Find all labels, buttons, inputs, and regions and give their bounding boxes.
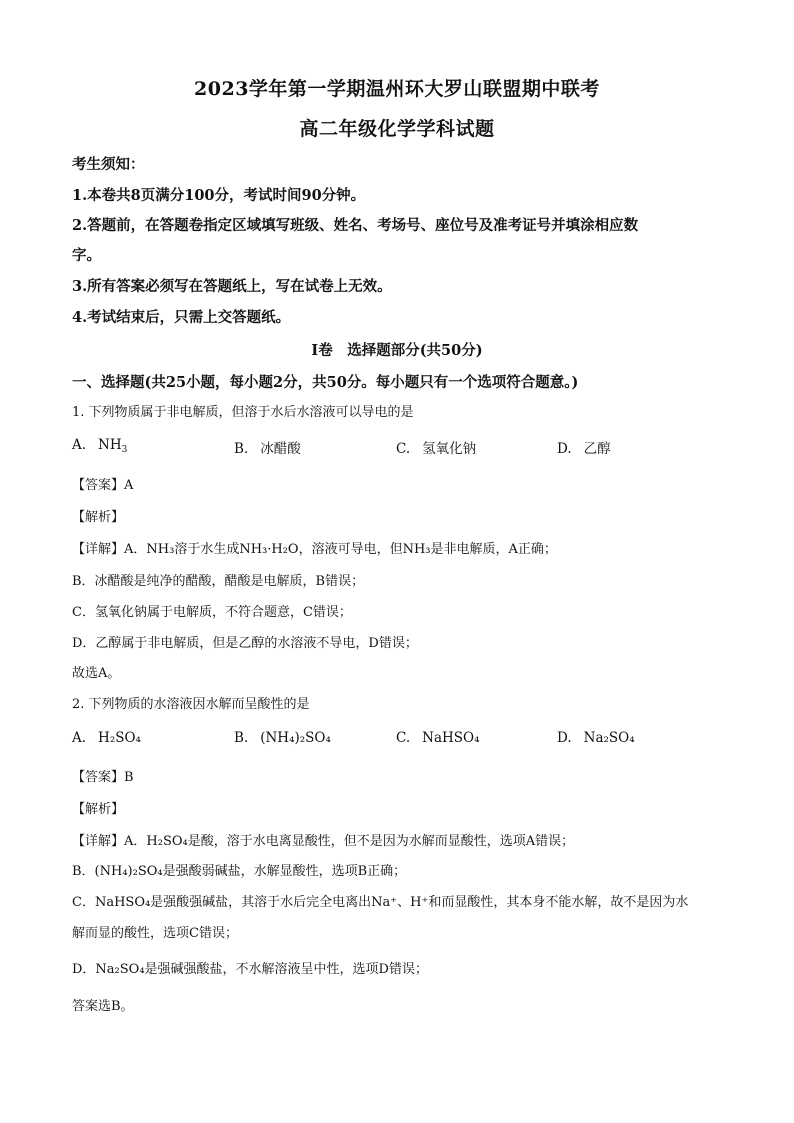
answer-value: A bbox=[124, 478, 134, 493]
option-a: A. $NH_3$ bbox=[72, 437, 128, 455]
option-text: 乙醇 bbox=[583, 441, 611, 457]
detail-line: C．NaHSO₄是强酸强碱盐，其溶于水后完全电离出Na⁺、H⁺和而显酸性，其本身不能水解，故不是因为水 bbox=[72, 895, 689, 910]
exam-title: 2023学年第一学期温州环大罗山联盟期中联考 bbox=[194, 78, 600, 100]
analysis-tag: 【解析】 bbox=[72, 802, 125, 817]
option-letter: C. bbox=[396, 730, 411, 746]
answer-tag: 【答案】 bbox=[72, 478, 125, 493]
detail-tag: 【详解】 bbox=[72, 834, 125, 849]
option-text: NaHSO₄ bbox=[422, 730, 480, 746]
option-letter: B. bbox=[234, 730, 249, 746]
answer-line bbox=[72, 474, 734, 493]
option-letter: A. bbox=[72, 730, 87, 746]
answer-line bbox=[72, 766, 734, 785]
detail-line: B．冰醋酸是纯净的醋酸，醋酸是电解质，B错误； bbox=[72, 574, 365, 589]
detail-line: D．Na₂SO₄是强碱强酸盐，不水解溶液呈中性，选项D错误； bbox=[72, 962, 428, 977]
option-letter: D. bbox=[557, 441, 572, 457]
option-text: NH bbox=[98, 437, 122, 453]
exam-subtitle: 高二年级化学学科试题 bbox=[299, 118, 495, 140]
option-text: H₂SO₄ bbox=[98, 730, 141, 746]
detail-text: A．H₂SO₄是酸，溶于水电离显酸性，但不是因为水解而显酸性，选项A错误； bbox=[124, 834, 575, 849]
volume-title: Ⅰ卷 选择题部分(共50分) bbox=[311, 342, 483, 359]
detail-line: 故选A。 bbox=[72, 666, 121, 681]
option-letter: D. bbox=[557, 730, 572, 746]
notice-item: 2.答题前，在答题卷指定区域填写班级、姓名、考场号、座位号及准考证号并填涂相应数 bbox=[72, 217, 639, 234]
detail-line: B．(NH₄)₂SO₄是强酸弱碱盐，水解显酸性，选项B正确； bbox=[72, 864, 407, 879]
option-letter: A. bbox=[72, 437, 87, 453]
option-text: (NH₄)₂SO₄ bbox=[260, 730, 331, 746]
detail-line: D．乙醇属于非电解质，但是乙醇的水溶液不导电，D错误； bbox=[72, 636, 418, 651]
detail-line: 答案选B。 bbox=[72, 999, 134, 1014]
detail-line: C．氢氧化钠属于电解质，不符合题意，C错误； bbox=[72, 605, 352, 620]
answer-value: B bbox=[124, 770, 134, 785]
option-letter: B. bbox=[234, 441, 249, 457]
notice-item: 4.考试结束后，只需上交答题纸。 bbox=[72, 309, 291, 326]
detail-tag: 【详解】 bbox=[72, 542, 125, 557]
notice-item: 字。 bbox=[72, 247, 101, 264]
detail-line bbox=[72, 830, 734, 849]
question-stem: 1. 下列物质属于非电解质，但溶于水后水溶液可以导电的是 bbox=[72, 405, 414, 420]
option-text: 冰醋酸 bbox=[260, 441, 301, 457]
option-b bbox=[234, 730, 331, 746]
question-stem: 2. 下列物质的水溶液因水解而呈酸性的是 bbox=[72, 697, 310, 712]
option-text: Na₂SO₄ bbox=[583, 730, 635, 746]
option-a bbox=[72, 730, 141, 746]
detail-line bbox=[72, 538, 734, 557]
option-c bbox=[396, 437, 476, 457]
notice-heading: 考生须知： bbox=[72, 156, 145, 173]
option-b bbox=[234, 437, 301, 457]
notice-item: 3.所有答案必须写在答题纸上，写在试卷上无效。 bbox=[72, 278, 392, 295]
option-text: 氢氧化钠 bbox=[422, 441, 477, 457]
option-letter: C. bbox=[396, 441, 411, 457]
option-d bbox=[557, 730, 635, 746]
detail-line: 解而显的酸性，选项C错误； bbox=[72, 926, 238, 941]
detail-text: A．NH₃溶于水生成NH₃·H₂O，溶液可导电，但NH₃是非电解质，A正确； bbox=[124, 542, 557, 557]
analysis-tag: 【解析】 bbox=[72, 510, 125, 525]
answer-tag: 【答案】 bbox=[72, 770, 125, 785]
notice-item: 1.本卷共8页满分100分，考试时间90分钟。 bbox=[72, 187, 366, 204]
option-c bbox=[396, 730, 480, 746]
section-title: 一、选择题(共25小题，每小题2分，共50分。每小题只有一个选项符合题意。) bbox=[72, 374, 579, 391]
option-d bbox=[557, 437, 611, 457]
